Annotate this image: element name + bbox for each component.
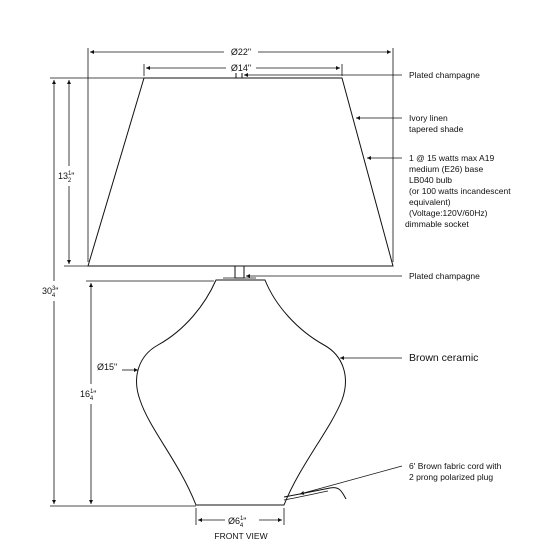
dim-frac-num: 1: [90, 389, 94, 395]
dim-label-overall-height: [40, 281, 68, 301]
dim-label-shade-bottom: [224, 45, 258, 57]
dim-frac-den: 4: [239, 523, 244, 529]
callout-neck: Plated champagne: [409, 271, 480, 281]
dim-suffix: ": [114, 362, 118, 372]
callout-shade: Ivory linen tapered shade: [409, 113, 464, 134]
dim-label-shade-top: [226, 61, 256, 73]
dim-frac-den: 4: [89, 396, 94, 402]
callout-finial: Plated champagne: [409, 70, 480, 80]
dim-suffix: ": [247, 63, 252, 73]
svg-text:Ø14": [231, 63, 251, 73]
callout-body: Brown ceramic: [409, 352, 479, 364]
dim-whole: 16: [80, 389, 91, 399]
dim-whole: 30: [42, 286, 53, 296]
ceramic-body: [137, 280, 346, 505]
dim-whole: 13: [58, 171, 69, 181]
dim-suffix: ": [243, 516, 247, 526]
dim-whole: Ø14: [230, 63, 248, 73]
dim-label-shade-height: [56, 166, 84, 186]
callout-cord: 6' Brown fabric cord with 2 prong polarized plug: [409, 461, 502, 482]
dim-label-base-height: [78, 384, 106, 404]
svg-text:Ø15": [97, 362, 117, 372]
dim-frac-num: 1: [68, 171, 72, 177]
leader-cord: [300, 466, 402, 494]
dim-frac-den: 2: [67, 178, 72, 184]
dim-whole: Ø22: [230, 47, 248, 57]
dim-whole: Ø6: [228, 516, 241, 526]
dim-suffix: ": [93, 389, 97, 399]
dim-frac-num: 1: [240, 516, 244, 522]
svg-text:Ø22": [231, 47, 251, 57]
dim-frac-num: 3: [52, 286, 56, 292]
callout-bulb: 1 @ 15 watts max A19 medium (E26) base LB040 bulb (or 100 watts incandescent equivalent) (Voltage:120V/60Hz) dimmable socket: [405, 153, 511, 229]
dim-suffix: ": [247, 47, 252, 57]
lampshade: [88, 78, 393, 266]
dim-whole: Ø15: [97, 362, 115, 372]
dim-suffix: ": [55, 286, 59, 296]
dim-suffix: ": [71, 171, 75, 181]
lamp-neck: [235, 266, 244, 278]
view-label: FRONT VIEW: [214, 531, 268, 541]
dim-frac-den: 4: [51, 293, 56, 299]
dim-label-foot-width: [225, 511, 259, 529]
dim-label-body-width: [97, 362, 117, 372]
